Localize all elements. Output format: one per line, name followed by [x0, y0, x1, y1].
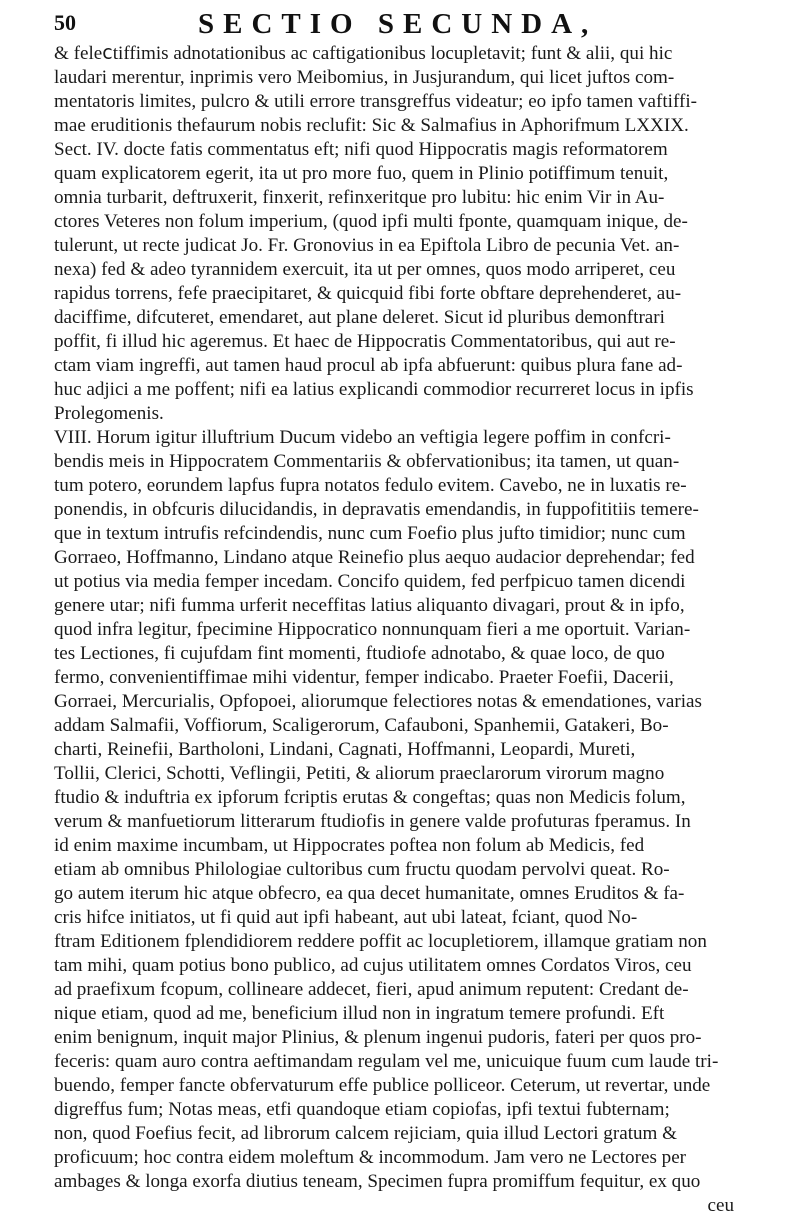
text-line: mentatoris limites, pulcro & utili errore transgreffus videatur; eo ipfo tamen vaftiffi- — [54, 91, 697, 112]
text-line: Sect. IV. docte fatis commentatus eft; nifi quod Hippocratis magis reformatorem — [54, 139, 668, 160]
text-line: omnia turbarit, deftruxerit, finxerit, refinxeritque pro lubitu: hic enim Vir in Au- — [54, 187, 665, 208]
text-line: quam explicatorem egerit, ita ut pro more fuo, quem in Plinio potiffimum tenuit, — [54, 163, 669, 184]
text-line: buendo, femper fancte obfervaturum effe publice polliceor. Ceterum, ut revertar, unde — [54, 1075, 711, 1096]
text-line: feceris: quam auro contra aeftimandam regulam vel me, unicuique fuum cum laude tri- — [54, 1051, 719, 1072]
text-line: addam Salmafii, Voffiorum, Scaligerorum, Cafauboni, Spanhemii, Gatakeri, Bo- — [54, 715, 669, 736]
text-line: Prolegomenis. — [54, 403, 164, 424]
text-line: que in textum intrufis refcindendis, nunc cum Foefio plus jufto timidior; nunc cum — [54, 523, 686, 544]
text-line: tum potero, eorundem lapfus fupra notatos fedulo evitem. Cavebo, ne in luxatis re- — [54, 475, 687, 496]
text-line: huc adjici a me poffent; nifi ea latius explicandi commodior recurreret locus in ipfis — [54, 379, 694, 400]
text-line: laudari merentur, inprimis vero Meibomius, in Jusjurandum, qui licet juftos com- — [54, 67, 675, 88]
text-line: mae eruditionis thefaurum nobis reclufit: Sic & Salmafius in Aphorifmum LXXIX. — [54, 115, 689, 136]
text-line: proficuum; hoc contra eidem moleftum & incommodum. Jam vero ne Lectores per — [54, 1147, 687, 1168]
catchword: ceu — [707, 1195, 734, 1216]
text-line: quod infra legitur, fpecimine Hippocratico nonnunquam fieri a me oportuit. Varian- — [54, 619, 691, 640]
text-line: cris hifce initiatos, ut fi quid aut ipfi habeant, aut ubi lateat, fciant, quod No- — [54, 907, 638, 928]
text-line: ponendis, in obfcuris dilucidandis, in depravatis emendandis, in fuppofititiis temere- — [54, 499, 699, 520]
text-line: & feleⅽtiffimis adnotationibus ac caftigationibus locupletavit; funt & alii, qui hic — [54, 43, 673, 64]
text-line: ad praefixum fcopum, collineare addecet, fieri, apud animum reputent: Credant de- — [54, 979, 689, 1000]
text-line: Gorraeo, Hoffmanno, Lindano atque Reinefio plus aequo audacior deprehendar; fed — [54, 547, 695, 568]
text-line: etiam ab omnibus Philologiae cultoribus cum fructu quodam pervolvi queat. Ro- — [54, 859, 670, 880]
running-head-title: SECTIO SECUNDA, — [198, 8, 598, 40]
page-number: 50 — [54, 10, 76, 35]
text-line: ftudio & induftria ex ipforum fcriptis erutas & congeftas; quas non Medicis folum, — [54, 787, 686, 808]
text-line: rapidus torrens, fefe praecipitaret, & quicquid fibi forte obftare deprehenderet, au- — [54, 283, 682, 304]
text-line: ambages & longa exorfa diutius teneam, Specimen fupra promiffum fequitur, ex quo — [54, 1171, 701, 1192]
text-line: tes Lectiones, fi cujufdam fint momenti, ftudiofe adnotabo, & quae loco, de quo — [54, 643, 665, 664]
text-line: non, quod Foefius fecit, ad librorum calcem rejiciam, quia illud Lectori gratum & — [54, 1123, 678, 1144]
text-line: genere utar; nifi fumma urferit neceffitas latius aliquanto divagari, prout & in ipfo, — [54, 595, 685, 616]
text-line: daciffime, difcuteret, emendaret, aut plane deleret. Sicut id pluribus demonftrari — [54, 307, 665, 328]
text-line: enim benignum, inquit major Plinius, & plenum ingenui pudoris, fateri per quos pro- — [54, 1027, 702, 1048]
text-line: charti, Reinefii, Bartholoni, Lindani, Cagnati, Hoffmanni, Leopardi, Mureti, — [54, 739, 636, 760]
text-line: bendis meis in Hippocratem Commentariis & obfervationibus; ita tamen, ut quan- — [54, 451, 680, 472]
text-line: id enim maxime incumbam, ut Hippocrates poftea non folum ab Medicis, fed — [54, 835, 645, 856]
body-text — [54, 42, 794, 1218]
text-line: tam mihi, quam potius bono publico, ad cujus utilitatem omnes Cordatos Viros, ceu — [54, 955, 692, 976]
text-line: Tollii, Clerici, Schotti, Veflingii, Petiti, & aliorum praeclarorum virorum magno — [54, 763, 665, 784]
text-line: ftram Editionem fplendidiorem reddere poffit ac locupletiorem, illamque gratiam non — [54, 931, 707, 952]
text-line: nique etiam, quod ad me, beneficium illud non in ingratum temere profundi. Eft — [54, 1003, 665, 1024]
text-line: ctam viam ingreffi, aut tamen haud procul ab ipfa abfuerunt: quibus plura fane ad- — [54, 355, 683, 376]
text-line: ctores Veteres non folum imperium, (quod ipfi multi fponte, quamquam inique, de- — [54, 211, 688, 232]
text-line: Gorraei, Mercurialis, Opfopoei, aliorumque felectiores notas & emendationes, varias — [54, 691, 702, 712]
text-line: go autem iterum hic atque obfecro, ea qua decet humanitate, omnes Eruditos & fa- — [54, 883, 685, 904]
text-line: verum & manfuetiorum litterarum ftudiofis in genere valde profuturas fperamus. In — [54, 811, 691, 832]
text-line: ut potius via media femper incedam. Concifo quidem, fed perfpicuo tamen dicendi — [54, 571, 686, 592]
running-head — [48, 8, 768, 44]
text-line: VIII. Horum igitur illuftrium Ducum videbo an veftigia legere poffim in confcri- — [54, 427, 671, 448]
text-line: poffit, fi illud hic ageremus. Et haec de Hippocratis Commentatoribus, qui aut re- — [54, 331, 676, 352]
text-line: tulerunt, ut recte judicat Jo. Fr. Gronovius in ea Epiftola Libro de pecunia Vet. an- — [54, 235, 680, 256]
text-line: fermo, convenientiffimae mihi videntur, femper indicabo. Praeter Foefii, Dacerii, — [54, 667, 674, 688]
text-line: digreffus fum; Notas meas, etfi quandoque etiam copiofas, ipfi textui fubternam; — [54, 1099, 670, 1120]
text-line: nexa) fed & adeo tyrannidem exercuit, ita ut per omnes, quos modo arriperet, ceu — [54, 259, 676, 280]
